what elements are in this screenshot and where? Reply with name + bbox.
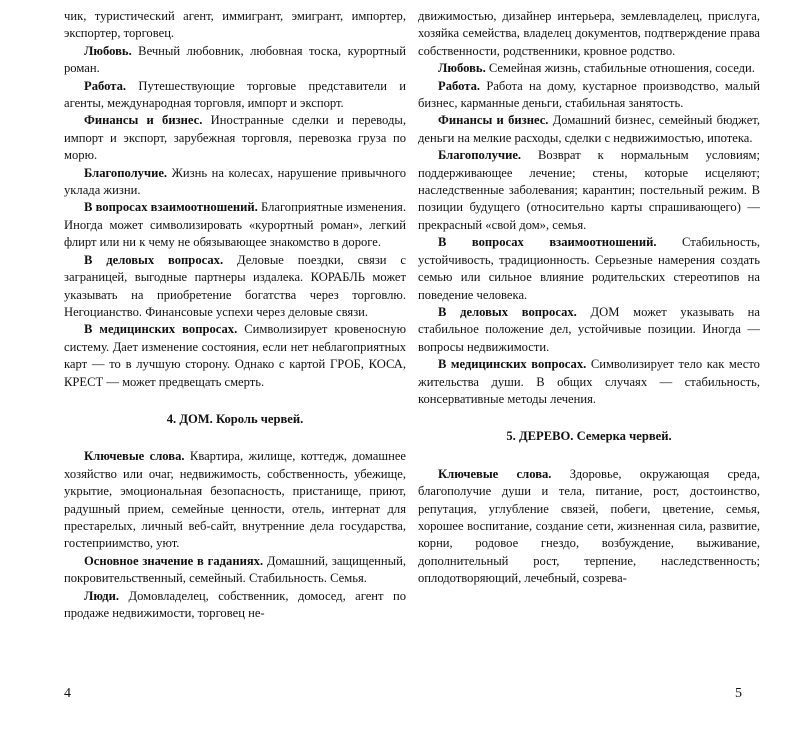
paragraph-business: В деловых вопросах. ДОМ может указывать на стабильное положение дел, устойчивые позиции. Иногда — вопросы недвижимости. xyxy=(418,304,760,354)
paragraph: чик, туристический агент, иммигрант, эмигрант, импортер, экспортер, торговец. xyxy=(64,9,406,41)
paragraph-main-meaning: Основное значение в гаданиях. Домашний, защищенный, покровительственный, семейный. Стабильность. Семья. xyxy=(64,553,406,586)
paragraph-wellbeing: Благополучие. Возврат к нормальным условиям; поддерживающее лечение; стены, которые исцеляют; наследственные заболевания; карантин; постельный режим. В позиции будущего (относительно карты спрашивающего) — прекрасный «свой дом», семья. xyxy=(418,148,760,232)
paragraph-wellbeing: Благополучие. Жизнь на колесах, нарушение привычного уклада жизни. xyxy=(64,165,406,198)
page-number-left: 4 xyxy=(64,686,71,701)
page-number-right: 5 xyxy=(735,686,742,701)
left-page xyxy=(64,8,406,622)
paragraph: движимостью, дизайнер интерьера, землевладелец, прислуга, хозяйка семейства, владелец документов, подтверждение права собственности, родственники, кровное родство. xyxy=(418,9,760,58)
paragraph-work: Работа. Работа на дому, кустарное производство, малый бизнес, карманные деньги, стабильная занятость. xyxy=(418,78,760,111)
paragraph-love: Любовь. Семейная жизнь, стабильные отношения, соседи. xyxy=(438,61,755,76)
paragraph-keywords: Ключевые слова. Здоровье, окружающая среда, благополучие души и тела, питание, рост, достоинство, репутация, углубление связей, побеги, цветение, семья, хорошее воспитание, создание сети, жизненная сила, развитие, корни, родовое гнездо, возбуждение, выживание, дополнительный рост, терпение, наследственность; оплодотворяющий, лечебный, созрева- xyxy=(418,466,760,586)
paragraph-people: Люди. Домовладелец, собственник, домосед, агент по продаже недвижимости, торговец не- xyxy=(64,588,406,620)
section-heading: 4. ДОМ. Король червей. xyxy=(166,411,304,426)
paragraph-medical: В медицинских вопросах. Символизирует тело как место жительства души. В общих случаях — стабильность, консервативные методы лечения. xyxy=(418,357,760,406)
paragraph-keywords: Ключевые слова. Квартира, жилище, коттедж, домашнее хозяйство или очаг, недвижимость, собственность, убежище, укрытие, эмоциональная безопасность, пристанище, приют, радушный прием, семейные ценности, отель, интернат для престарелых, личный веб-сайт, внутренние дела государства, гостеприимство, уют. xyxy=(64,449,406,551)
paragraph-work: Работа. Путешествующие торговые представители и агенты, международная торговля, импорт и экспорт. xyxy=(64,78,406,111)
paragraph-finance: Финансы и бизнес. Иностранные сделки и переводы, импорт и экспорт, зарубежная торговля, перевозка груза по морю. xyxy=(64,113,406,163)
paragraph-relations: В вопросах взаимоотношений. Благоприятные изменения. Иногда может символизировать «курортный роман», легкий флирт или ни к чему не обязывающее знакомство в дороге. xyxy=(64,200,406,250)
paragraph-business: В деловых вопросах. Деловые поездки, связи с заграницей, выгодные партнеры издалека. КОРАБЛЬ может указывать на приобретение богатства через торговлю. Негоцианство. Финансовые успехи через деловые связи. xyxy=(64,252,406,319)
paragraph-medical: В медицинских вопросах. Символизирует кровеносную систему. Дает изменение состояния, если нет неблагоприятных карт — то в лучшую сторону. Однако с картой ГРОБ, КОСА, КРЕСТ — может предвещать смерть. xyxy=(64,322,406,389)
paragraph-finance: Финансы и бизнес. Домашний бизнес, семейный бюджет, деньги на мелкие расходы, сделки с недвижимостью, ипотека. xyxy=(418,113,760,145)
right-page xyxy=(418,8,760,588)
paragraph-relations: В вопросах взаимоотношений. Стабильность, устойчивость, традиционность. Серьезные намерения создать семью или сильное влияние родительских стереотипов на поведение человека. xyxy=(418,235,760,302)
section-heading: 5. ДЕРЕВО. Семерка червей. xyxy=(506,429,672,444)
paragraph-love: Любовь. Вечный любовник, любовная тоска, курортный роман. xyxy=(64,43,406,76)
